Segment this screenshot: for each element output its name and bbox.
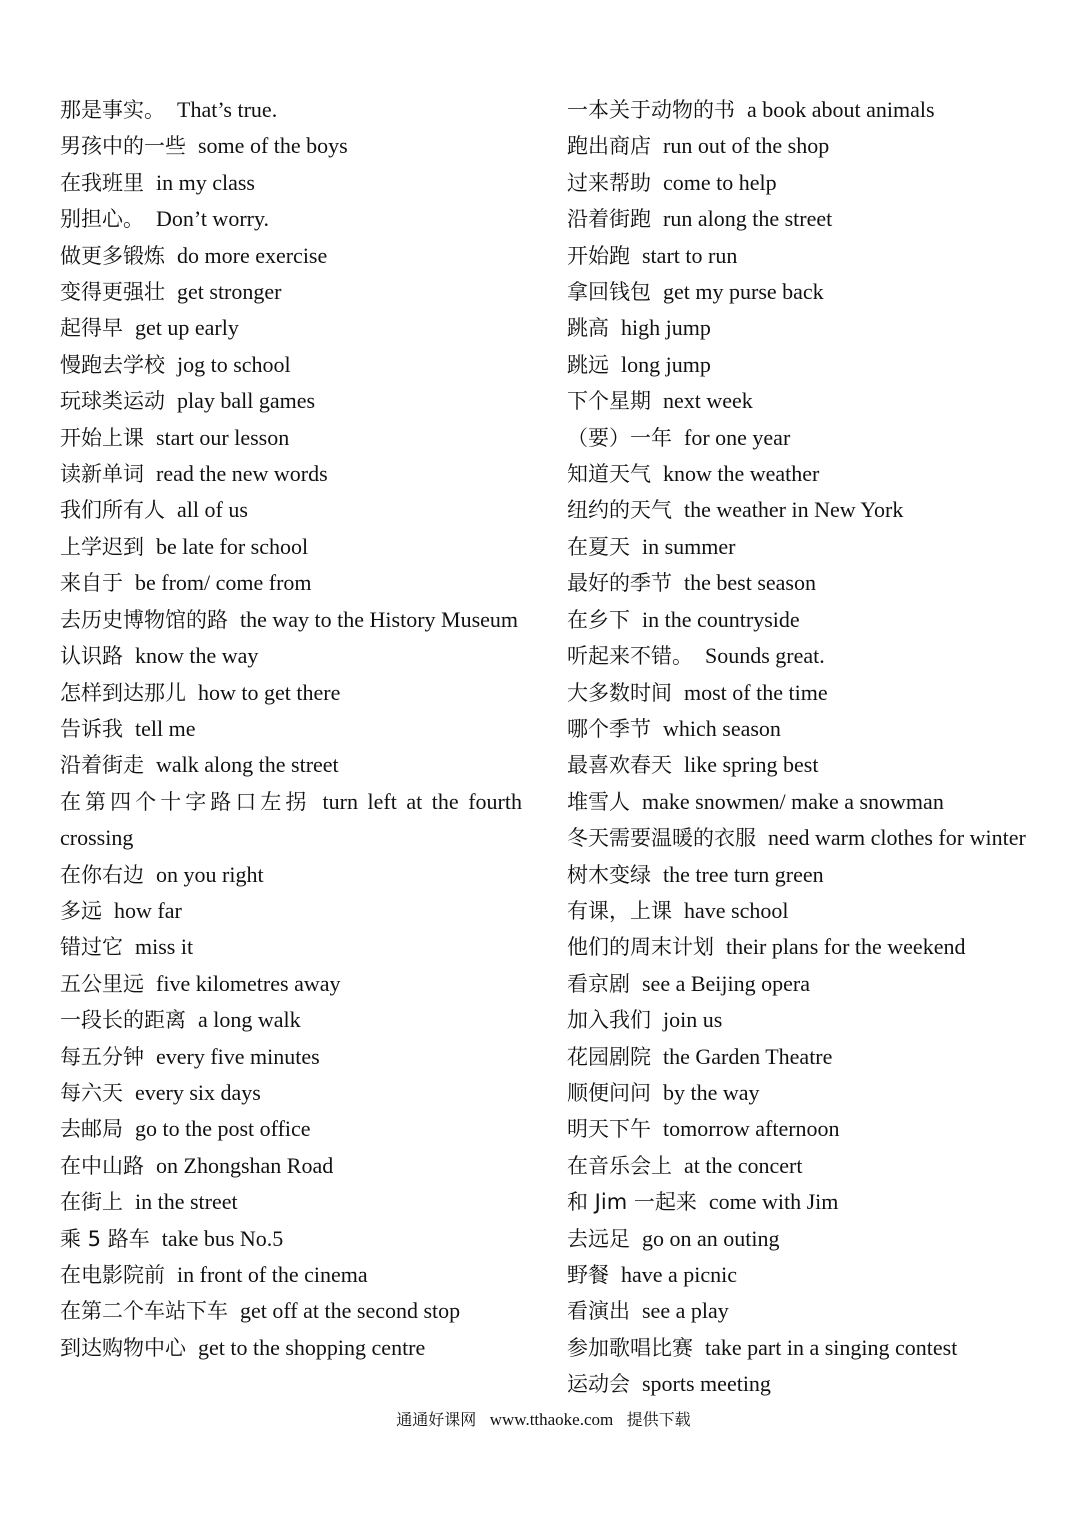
chinese-phrase: 玩球类运动: [60, 389, 165, 414]
chinese-phrase: 跳高: [567, 316, 609, 341]
english-phrase: how to get there: [198, 679, 341, 705]
chinese-phrase: 慢跑去学校: [60, 352, 165, 377]
vocab-entry: [567, 820, 1029, 856]
english-phrase: get up early: [135, 315, 239, 341]
vocab-entry: [567, 310, 1029, 346]
english-phrase: get stronger: [177, 279, 282, 305]
english-phrase: start our lesson: [156, 424, 290, 450]
vocab-entry: [567, 420, 1029, 456]
english-phrase: make snowmen/ make a snowman: [642, 788, 944, 814]
chinese-phrase: 开始跑: [567, 243, 630, 268]
chinese-phrase: 上学迟到: [60, 534, 144, 559]
chinese-phrase: 在第四个十字路口左拐: [60, 789, 311, 814]
english-phrase: the weather in New York: [684, 497, 904, 523]
chinese-phrase: 看演出: [567, 1299, 630, 1324]
english-phrase: a book about animals: [747, 97, 935, 122]
vocab-entry: [60, 857, 522, 893]
chinese-phrase: 开始上课: [60, 425, 144, 450]
chinese-phrase: 变得更强壮: [60, 280, 165, 305]
vocab-entry: [567, 1039, 1029, 1075]
english-phrase: do more exercise: [177, 242, 328, 268]
chinese-phrase: 树木变绿: [567, 862, 651, 887]
chinese-phrase: 在音乐会上: [567, 1153, 672, 1178]
english-phrase: run out of the shop: [663, 133, 830, 159]
vocab-entry: [567, 347, 1029, 383]
vocab-entry: [60, 638, 522, 674]
chinese-phrase: 别担心。: [60, 207, 144, 232]
english-phrase: turn left at the fourth crossing: [60, 788, 522, 851]
vocab-entry: [60, 565, 522, 601]
vocab-entry: [567, 893, 1029, 929]
vocab-entry: [60, 675, 522, 711]
english-phrase: at the concert: [684, 1152, 803, 1178]
chinese-phrase: 去历史博物馆的路: [60, 607, 228, 632]
chinese-phrase: 每五分钟: [60, 1044, 144, 1069]
english-phrase: walk along the street: [156, 752, 339, 778]
vocab-entry: [60, 420, 522, 456]
vocab-entry: [60, 1002, 522, 1038]
vocab-entry: [567, 929, 1029, 965]
vocab-entry: [567, 1111, 1029, 1147]
vocab-entry: [567, 1002, 1029, 1038]
vocab-entry: [60, 1111, 522, 1147]
chinese-phrase: 野餐: [567, 1263, 609, 1287]
chinese-phrase: 做更多锻炼: [60, 243, 165, 268]
vocab-entry: [60, 274, 522, 310]
english-phrase: come with Jim: [708, 1189, 839, 1215]
chinese-phrase: 知道天气: [567, 462, 651, 487]
english-phrase: play ball games: [177, 388, 316, 414]
english-phrase: how far: [114, 897, 182, 923]
vocab-entry: [60, 201, 522, 237]
english-phrase: see a play: [642, 1298, 729, 1324]
vocab-entry: [567, 1330, 1029, 1366]
chinese-phrase: 怎样到达那儿: [60, 680, 186, 705]
english-phrase: in the countryside: [642, 606, 800, 632]
vocab-entry: [60, 238, 522, 274]
english-phrase: need warm clothes for winter: [768, 825, 1026, 851]
vocab-entry: [567, 456, 1029, 492]
chinese-phrase: 沿着街走: [60, 753, 144, 778]
chinese-phrase: 起得早: [60, 316, 123, 341]
vocab-entry: [567, 529, 1029, 565]
chinese-phrase: 纽约的天气: [567, 498, 672, 523]
english-phrase: know the way: [135, 643, 259, 669]
chinese-phrase: 拿回钱包: [567, 280, 651, 305]
english-phrase: which season: [663, 715, 781, 741]
left-vocab-column: [60, 92, 522, 1366]
vocab-entry: [60, 128, 522, 164]
chinese-phrase: 有课，上课: [567, 898, 672, 923]
chinese-phrase: （要）一年: [567, 425, 672, 450]
chinese-phrase: 听起来不错。: [567, 644, 693, 669]
chinese-phrase: 冬天需要温暖的衣服: [567, 826, 756, 851]
english-phrase: join us: [663, 1007, 723, 1033]
chinese-phrase: 大多数时间: [567, 680, 672, 705]
chinese-phrase: 哪个季节: [567, 716, 651, 741]
chinese-phrase: 一段长的距离: [60, 1008, 186, 1033]
chinese-phrase: 去邮局: [60, 1117, 123, 1142]
vocab-entry: [567, 492, 1029, 528]
vocab-entry: [567, 1184, 1029, 1220]
chinese-phrase: 到达购物中心: [60, 1335, 186, 1360]
chinese-phrase: 在第二个车站下车: [60, 1299, 228, 1324]
english-phrase: get off at the second stop: [240, 1298, 461, 1324]
english-phrase: like spring best: [684, 752, 819, 778]
vocab-entry: [60, 310, 522, 346]
vocab-entry: [567, 565, 1029, 601]
vocab-entry: [567, 784, 1029, 820]
vocab-entry: [60, 1148, 522, 1184]
chinese-phrase: 跳远: [567, 352, 609, 377]
vocab-entry: [567, 711, 1029, 747]
english-phrase: a long walk: [198, 1007, 301, 1033]
vocab-entry: [60, 747, 522, 783]
chinese-phrase: 过来帮助: [567, 170, 651, 195]
vocab-entry: [60, 784, 522, 857]
vocab-entry: [60, 1039, 522, 1075]
chinese-phrase: 每六天: [60, 1080, 123, 1105]
chinese-phrase: 去远足: [567, 1226, 630, 1251]
vocab-entry: [567, 201, 1029, 237]
english-phrase: run along the street: [663, 206, 833, 232]
english-phrase: most of the time: [684, 679, 828, 705]
chinese-phrase: 沿着街跑: [567, 207, 651, 232]
english-phrase: take part in a singing contest: [705, 1334, 958, 1360]
english-phrase: get to the shopping centre: [198, 1334, 426, 1360]
right-vocab-column: [567, 92, 1029, 1403]
chinese-phrase: 在街上: [60, 1190, 123, 1215]
vocab-entry: [60, 1075, 522, 1111]
english-phrase: the tree turn green: [663, 861, 824, 887]
vocab-entry: [60, 711, 522, 747]
vocab-entry: [567, 274, 1029, 310]
footer-note: 提供下载: [626, 1410, 691, 1429]
english-phrase: Don’t worry.: [156, 206, 270, 232]
chinese-phrase: 顺便问问: [567, 1080, 651, 1105]
english-phrase: jog to school: [177, 351, 291, 377]
chinese-phrase: 在你右边: [60, 862, 144, 887]
vocab-entry: [60, 929, 522, 965]
chinese-phrase: 我们所有人: [60, 498, 165, 523]
footer-url[interactable]: www.tthaoke.com: [489, 1410, 614, 1429]
chinese-phrase: 运动会: [567, 1372, 630, 1397]
vocab-entry: [567, 383, 1029, 419]
english-phrase: by the way: [663, 1079, 760, 1105]
vocab-entry: [60, 1257, 522, 1293]
english-phrase: be from/ come from: [135, 570, 312, 596]
vocab-entry: [60, 347, 522, 383]
english-phrase: come to help: [663, 169, 777, 195]
vocab-entry: [567, 966, 1029, 1002]
chinese-phrase: 和 Jim 一起来: [567, 1190, 697, 1215]
chinese-phrase: 告诉我: [60, 716, 123, 741]
vocab-entry: [567, 602, 1029, 638]
chinese-phrase: 明天下午: [567, 1117, 651, 1142]
english-phrase: next week: [663, 388, 753, 414]
english-phrase: on Zhongshan Road: [156, 1152, 334, 1178]
vocab-entry: [567, 1257, 1029, 1293]
english-phrase: read the new words: [156, 461, 328, 487]
english-phrase: some of the boys: [198, 133, 348, 159]
english-phrase: go to the post office: [135, 1116, 311, 1142]
english-phrase: tomorrow afternoon: [663, 1116, 840, 1142]
vocab-entry: [60, 966, 522, 1002]
vocab-entry: [567, 1148, 1029, 1184]
chinese-phrase: 在中山路: [60, 1153, 144, 1178]
chinese-phrase: 花园剧院: [567, 1044, 651, 1069]
english-phrase: sports meeting: [642, 1371, 771, 1397]
vocab-entry: [567, 1221, 1029, 1257]
english-phrase: the way to the History Museum: [240, 606, 519, 632]
chinese-phrase: 加入我们: [567, 1008, 651, 1033]
english-phrase: go on an outing: [642, 1225, 780, 1251]
english-phrase: for one year: [684, 424, 791, 450]
english-phrase: in summer: [642, 533, 736, 559]
english-phrase: in front of the cinema: [177, 1262, 368, 1287]
english-phrase: their plans for the weekend: [726, 934, 966, 960]
vocab-entry: [567, 128, 1029, 164]
chinese-phrase: 一本关于动物的书: [567, 98, 735, 122]
vocab-entry: [60, 456, 522, 492]
chinese-phrase: 跑出商店: [567, 134, 651, 159]
english-phrase: all of us: [177, 497, 248, 523]
vocab-entry: [60, 893, 522, 929]
vocab-entry: [567, 1366, 1029, 1402]
chinese-phrase: 在夏天: [567, 534, 630, 559]
english-phrase: take bus No.5: [161, 1225, 284, 1251]
english-phrase: five kilometres away: [156, 970, 341, 996]
english-phrase: high jump: [621, 315, 711, 341]
chinese-phrase: 多远: [60, 898, 102, 923]
vocab-entry: [567, 675, 1029, 711]
vocab-entry: [60, 529, 522, 565]
chinese-phrase: 他们的周末计划: [567, 935, 714, 960]
english-phrase: in my class: [156, 169, 255, 195]
vocab-entry: [60, 1293, 522, 1329]
chinese-phrase: 在我班里: [60, 170, 144, 195]
vocab-entry: [567, 1075, 1029, 1111]
english-phrase: Sounds great.: [705, 643, 825, 669]
vocab-entry: [60, 602, 522, 638]
chinese-phrase: 下个星期: [567, 389, 651, 414]
chinese-phrase: 来自于: [60, 571, 123, 596]
vocab-entry: [567, 165, 1029, 201]
vocab-entry: [60, 92, 522, 128]
chinese-phrase: 堆雪人: [567, 789, 630, 814]
chinese-phrase: 在乡下: [567, 607, 630, 632]
english-phrase: That’s true.: [177, 97, 278, 122]
english-phrase: long jump: [621, 351, 711, 377]
chinese-phrase: 认识路: [60, 644, 123, 669]
english-phrase: in the street: [135, 1189, 238, 1215]
vocab-entry: [60, 1330, 522, 1366]
english-phrase: be late for school: [156, 533, 309, 559]
vocab-entry: [567, 238, 1029, 274]
chinese-phrase: 看京剧: [567, 971, 630, 996]
english-phrase: tell me: [135, 715, 196, 741]
vocab-entry: [567, 857, 1029, 893]
english-phrase: get my purse back: [663, 279, 824, 305]
vocab-entry: [60, 165, 522, 201]
chinese-phrase: 读新单词: [60, 462, 144, 487]
english-phrase: the best season: [684, 570, 816, 596]
english-phrase: every five minutes: [156, 1043, 320, 1069]
english-phrase: start to run: [642, 242, 738, 268]
english-phrase: have school: [684, 897, 789, 923]
chinese-phrase: 五公里远: [60, 971, 144, 996]
english-phrase: have a picnic: [621, 1262, 738, 1287]
chinese-phrase: 错过它: [60, 935, 123, 960]
footer-site-name: 通通好课网: [396, 1410, 477, 1429]
vocab-entry: [60, 383, 522, 419]
english-phrase: see a Beijing opera: [642, 970, 810, 996]
chinese-phrase: 男孩中的一些: [60, 134, 186, 159]
english-phrase: miss it: [135, 934, 194, 960]
vocab-entry: [60, 1184, 522, 1220]
chinese-phrase: 那是事实。: [60, 98, 165, 122]
chinese-phrase: 参加歌唱比赛: [567, 1335, 693, 1360]
vocab-entry: [567, 92, 1029, 128]
vocab-entry: [60, 1221, 522, 1257]
chinese-phrase: 最好的季节: [567, 571, 672, 596]
english-phrase: every six days: [135, 1079, 261, 1105]
vocab-entry: [567, 747, 1029, 783]
english-phrase: the Garden Theatre: [663, 1043, 833, 1069]
chinese-phrase: 最喜欢春天: [567, 753, 672, 778]
chinese-phrase: 在电影院前: [60, 1263, 165, 1287]
vocab-entry: [567, 638, 1029, 674]
english-phrase: on you right: [156, 861, 264, 887]
chinese-phrase: 乘 5 路车: [60, 1226, 150, 1251]
english-phrase: know the weather: [663, 461, 820, 487]
vocab-entry: [60, 492, 522, 528]
page-footer: [0, 1408, 1087, 1432]
vocab-entry: [567, 1293, 1029, 1329]
